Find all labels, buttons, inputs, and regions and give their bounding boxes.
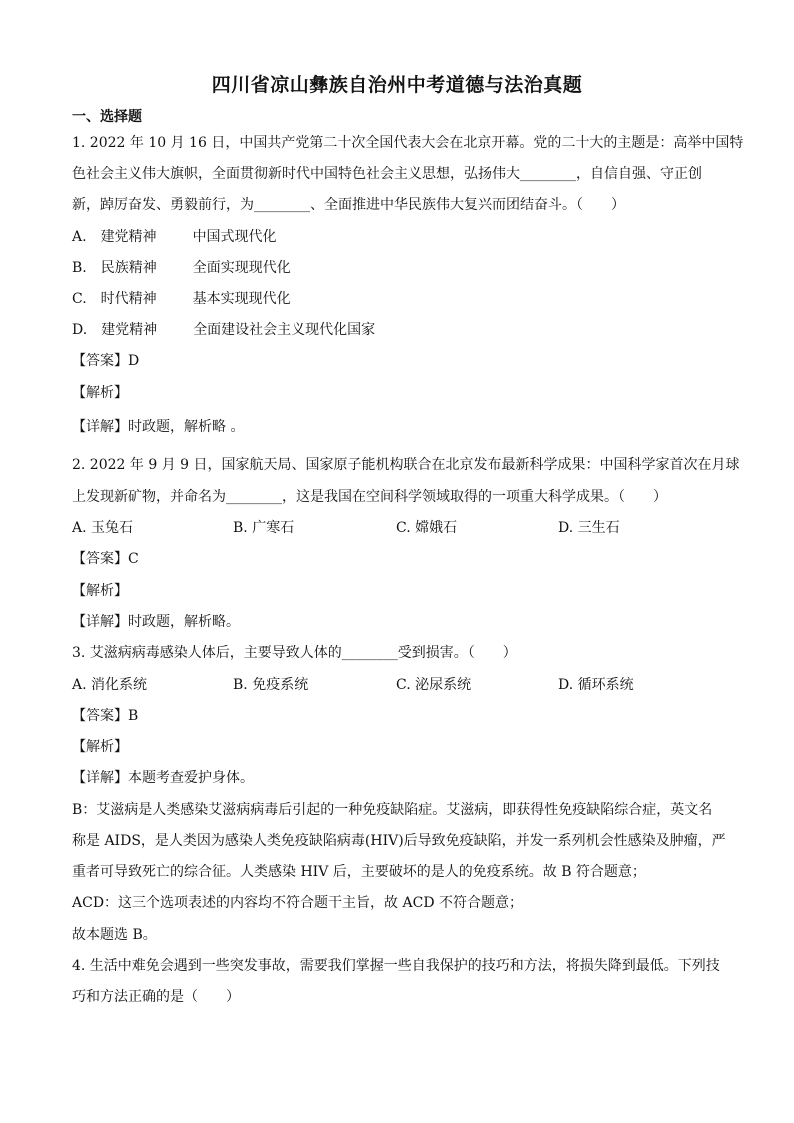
option-letter: D.: [72, 322, 88, 338]
q3-explain-4: ACD：这三个选项表述的内容均不符合题干主旨，故 ACD 不符合题意；: [72, 895, 523, 911]
option-letter: C.: [72, 291, 87, 307]
q1-option-b: B. 民族精神 全面实现现代化: [72, 260, 291, 276]
q2-detail: 【详解】时政题，解析略。: [72, 614, 240, 630]
q1-line-3: 新，踔厉奋发、勇毅前行，为________、全面推进中华民族伟大复兴而团结奋斗。（ ）: [72, 197, 625, 213]
q3-option-c: C. 泌尿系统: [396, 677, 472, 693]
q3-explain-1: B：艾滋病是人类感染艾滋病病毒后引起的一种免疫缺陷症。艾滋病，即获得性免疫缺陷综合症，英文名: [72, 802, 713, 818]
q3-explain-5: 故本题选 B。: [72, 927, 157, 943]
q3-analysis: 【解析】: [72, 739, 128, 755]
q2-line-1: 2. 2022 年 9 月 9 日，国家航天局、国家原子能机构联合在北京发布最新科学成果：中国科学家首次在月球: [72, 457, 740, 473]
q3-option-d: D. 循环系统: [558, 677, 634, 693]
q1-answer: 【答案】D: [72, 353, 140, 369]
document-title: 四川省凉山彝族自治州中考道德与法治真题: [211, 74, 583, 96]
q3-line-1: 3. 艾滋病病毒感染人体后，主要导致人体的________受到损害。（ ）: [72, 645, 517, 661]
q3-detail: 【详解】本题考查爱护身体。: [72, 770, 254, 786]
q2-option-d: D. 三生石: [558, 520, 620, 536]
q3-answer: 【答案】B: [72, 708, 139, 724]
q3-option-b: B. 免疫系统: [233, 677, 309, 693]
q3-explain-2: 称是 AIDS，是人类因为感染人类免疫缺陷病毒(HIV)后导致免疫缺陷，并发一系列机会性感染及肿瘤，严: [72, 833, 726, 849]
option-letter: A.: [72, 229, 87, 245]
option-letter: B.: [72, 260, 87, 276]
q1-option-c: C. 时代精神 基本实现现代化: [72, 291, 291, 307]
q1-detail: 【详解】时政题，解析略 。: [72, 419, 245, 435]
q1-option-d: D. 建党精神 全面建设社会主义现代化国家: [72, 322, 376, 338]
q2-option-c: C. 嫦娥石: [396, 520, 458, 536]
q3-explain-3: 重者可导致死亡的综合征。人类感染 HIV 后，主要破坏的是人的免疫系统。故 B 符合题意；: [72, 864, 646, 880]
q1-line-1: 1. 2022 年 10 月 16 日，中国共产党第二十次全国代表大会在北京开幕。党的二十大的主题是：高举中国特: [72, 135, 744, 151]
q4-line-1: 4. 生活中难免会遇到一些突发事故，需要我们掌握一些自我保护的技巧和方法，将损失降到最低。下列技: [72, 958, 720, 974]
q2-option-a: A. 玉兔石: [72, 520, 134, 536]
q2-line-2: 上发现新矿物，并命名为________，这是我国在空间科学领域取得的一项重大科学成果。（ ）: [72, 489, 667, 505]
q4-line-2: 巧和方法正确的是（ ）: [72, 989, 240, 1005]
q2-option-b: B. 广寒石: [233, 520, 295, 536]
q1-line-2: 色社会主义伟大旗帜，全面贯彻新时代中国特色社会主义思想，弘扬伟大________，自信自强、守正创: [72, 166, 702, 182]
q1-option-a: A. 建党精神 中国式现代化: [72, 229, 277, 245]
q2-analysis: 【解析】: [72, 583, 128, 599]
q3-option-a: A. 消化系统: [72, 677, 148, 693]
q2-answer: 【答案】C: [72, 551, 139, 567]
q1-analysis: 【解析】: [72, 385, 128, 401]
section-heading: 一、选择题: [72, 109, 142, 125]
